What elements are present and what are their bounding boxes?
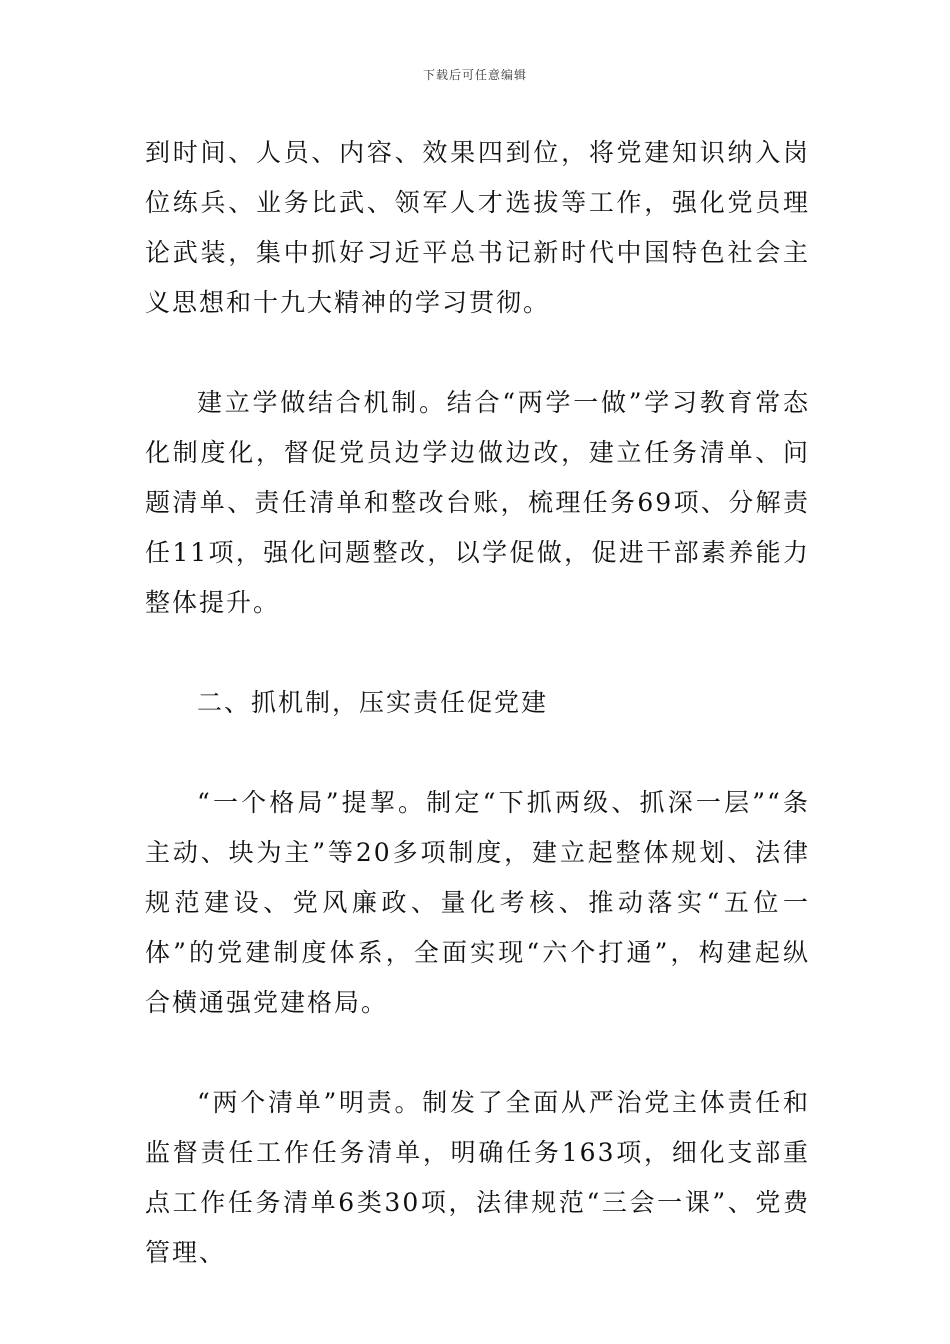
paragraph-1: 到时间、人员、内容、效果四到位，将党建知识纳入岗位练兵、业务比武、领军人才选拔等工作，强化党员理论武装，集中抓好习近平总书记新时代中国特色社会主义思想和十九大精神的学习贯彻。 bbox=[145, 138, 810, 317]
paragraph-4: “一个格局”提挈。制定“下抓两级、抓深一层”“条主动、块为主”等20多项制度，建立起整体规划、法律规范建设、党风廉政、量化考核、推动落实“五位一体”的党建制度体系，全面实现“六个打通”，构建起纵合横通强党建格局。 bbox=[145, 788, 810, 1017]
paragraph-2: 建立学做结合机制。结合“两学一做”学习教育常态化制度化，督促党员边学边做边改，建立任务清单、问题清单、责任清单和整改台账，梳理任务69项、分解责任11项，强化问题整改，以学促做，促进干部素养能力整体提升。 bbox=[145, 388, 810, 617]
paragraph-gap bbox=[145, 628, 810, 678]
document-body bbox=[145, 128, 810, 1278]
section-heading: 二、抓机制，压实责任促党建 bbox=[197, 688, 549, 717]
paragraph-5: “两个清单”明责。制发了全面从严治党主体责任和监督责任工作任务清单，明确任务163项，细化支部重点工作任务清单6类30项，法律规范“三会一课”、党费管理、 bbox=[145, 1088, 810, 1267]
paragraph-gap bbox=[145, 728, 810, 778]
page-header-note: 下载后可任意编辑 bbox=[422, 68, 527, 82]
paragraph-gap bbox=[145, 1028, 810, 1078]
paragraph-gap bbox=[145, 328, 810, 378]
